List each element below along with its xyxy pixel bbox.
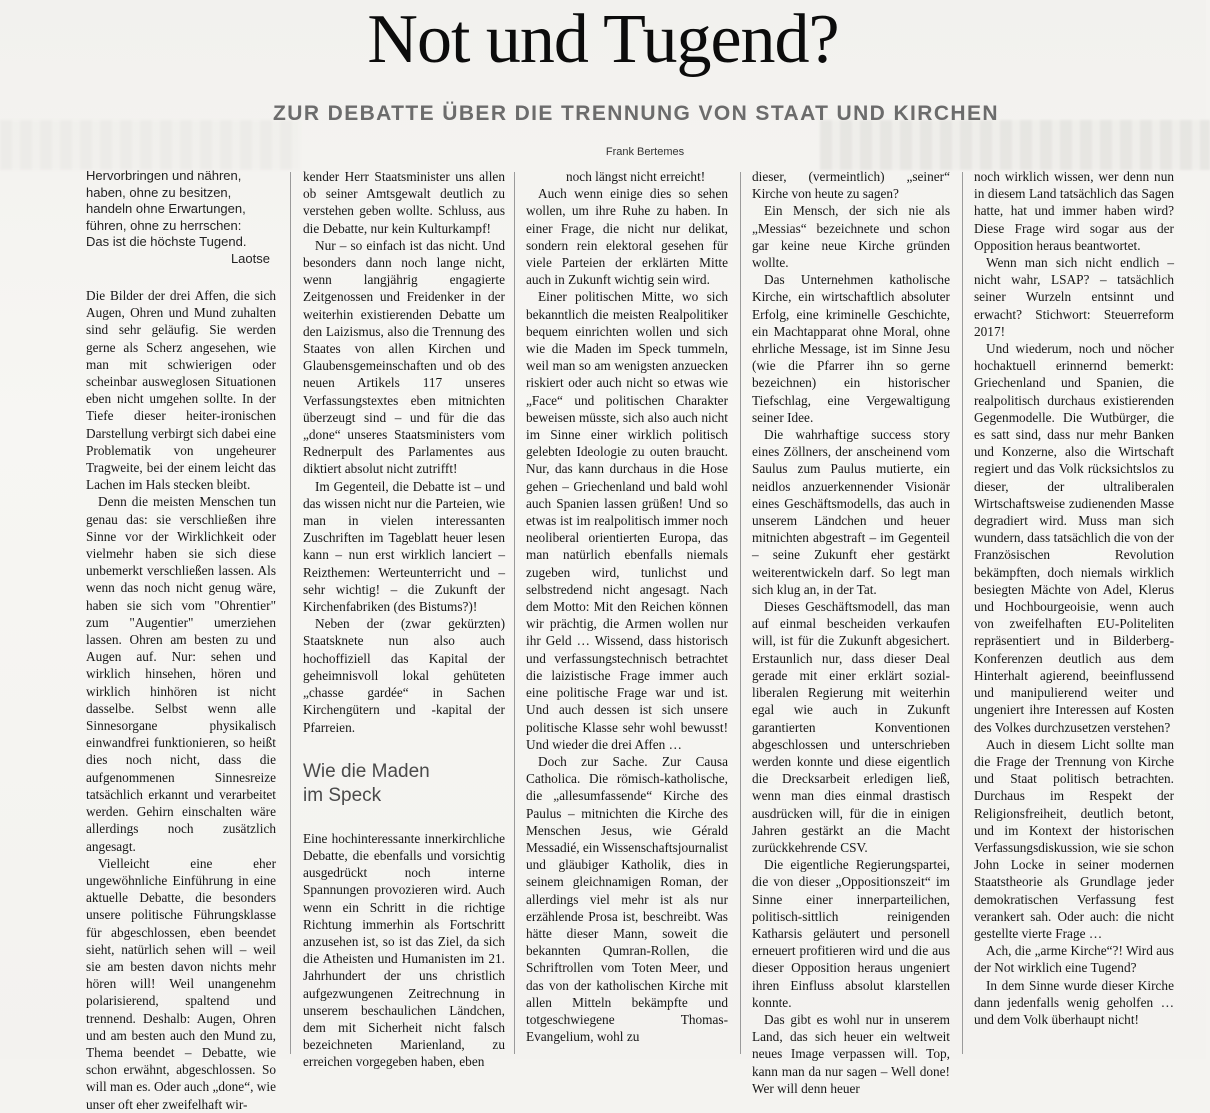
- paragraph: Ein Mensch, der sich nie als „Messias“ bezeichnete und schon gar keine neue Kirche gründen wollte.: [752, 203, 950, 271]
- article-title: Not und Tugend?: [367, 1, 839, 78]
- paragraph: kender Herr Staatsminister uns allen ob seiner Amtsgewalt deutlich zu verstehen geben wollte. Schluss, aus die Debatte, nur kein Kulturkampf!: [303, 169, 505, 236]
- column-3: [526, 168, 728, 1054]
- paragraph: Denn die meisten Menschen tun genau das: sie verschließen ihre Sinne vor der Wirklichkeit oder vielmehr haben sie sich diese unbemerkt verschließen lassen. Als wenn das noch nicht genug wäre, haben sie sich vom "Ohrentier" zum "Augentier" umerziehen lassen. Ohren am besten zu und Augen auf. Nur: sehen und wirklich hinsehen, hören und wirklich hinhören ist nicht dasselbe. Selbst wenn alle Sinnesorgane physikalisch einwandfrei funktionieren, so heißt dies noch nicht, dass die aufgenommenen Sinnesreize tatsächlich erkannt und verarbeitet werden. Gehirn einschalten wäre allerdings noch zusätzlich angesagt.: [86, 494, 276, 854]
- paragraph: dieser, (vermeintlich) „seiner“ Kirche von heute zu sagen?: [752, 169, 950, 202]
- paragraph: Einer politischen Mitte, wo sich bekanntlich die meisten Realpolitiker bequem einrichten wollen und sich wie die Maden im Speck tummeln, weil man so am wenigsten anzuecken riskiert oder auch nicht so etwas wie „Face“ und politischen Charakter beweisen müsste, sich also auch nicht im Sinne einer wirklich politisch gelebten Ideologie zu outen braucht. Nur, das kann durchaus in die Hose gehen – Griechenland und bald wohl auch Spanien lassen grüßen! Und so etwas ist im realpolitisch immer noch neoliberal orientierten Europa, das man natürlich ebenfalls niemals zugeben wird, tunlichst und selbstredend nicht angesagt. Nach dem Motto: Mit den Reichen können wir prächtig, die Armen wollen nur ihr Geld … Wissend, dass historisch und verfassungstechnisch betrachtet die laizistische Frage immer auch eine politische Frage war und ist. Und auch dessen ist sich unsere politische Klasse sehr wohl bewusst! Und wieder die drei Affen …: [526, 289, 728, 752]
- motto-line: haben, ohne zu besitzen,: [86, 184, 232, 200]
- author-byline: Frank Bertemes: [605, 146, 685, 158]
- paragraph: Eine hochinteressante innerkirchliche Debatte, die ebenfalls und vorsichtig ausgedrückt noch interne Spannungen provozieren wird. Auch wenn ein Schritt in die richtige Richtung immerhin als Fortschritt anzusehen ist, so ist das Ziel, da sich die Atheisten und Humanisten im 21. Jahrhundert der uns christlich aufgezwungenen Zeitrechnung in unserem beschaulichen Ländchen, dem mit Sicherheit nicht falsch bezeichneten Marienland, zu erreichen vorgegeben haben, eben: [303, 830, 505, 1070]
- column-rule: [962, 172, 963, 1054]
- subheading-line: Wie die Maden: [303, 760, 430, 782]
- paragraph: Und wiederum, noch und nöcher hochaktuell erinnernd bemerkt: Griechenland und Spanien, die realpolitisch durchaus existierenden Gegenmodelle. Die Wutbürger, die es satt sind, dass nur mehr Banken und Konzerne, also die Wirtschaft regiert und das Volk rücksichtslos zu dieser, der ultraliberalen Wirtschaftsweise zudienenden Masse degradiert wird. Muss man sich wundern, dass tatsächlich die von der Französischen Revolution bekämpften, doch niemals wirklich besiegten Mächte von Adel, Klerus und Hochbourgeoisie, wenn auch von zweifelhaften EU-Politeliten repräsentiert und in Bilderberg-Konferenzen deutlich aus dem Hinterhalt agierend, beeinflussend und manipulierend weiter und ungeniert ihre Interessen auf Kosten des Volkes durchzusetzen verstehen?: [974, 341, 1174, 735]
- paragraph: Nur – so einfach ist das nicht. Und besonders dann noch lange nicht, wenn langjährig engagierte Zeitgenossen und Freidenker in der weiterhin existierenden Debatte um den Laizismus, also die Trennung des Staates von allen Kirchen und Glaubensgemeinschaften und ob des neuen Artikels 117 unseres Verfassungstextes eben mitnichten überzeugt sind – und für die das „done“ unseres Staatsministers vom Rednerpult des Parlamentes aus diktiert absolut nicht zutrifft!: [303, 237, 505, 477]
- column-2: [303, 168, 505, 1070]
- paragraph: Wenn man sich nicht endlich – nicht wahr, LSAP? – tatsächlich seiner Wurzeln entsinnt und erwacht? Stichwort: Steuerreform 2017!: [974, 255, 1174, 339]
- motto-line: handeln ohne Erwartungen,: [86, 201, 246, 216]
- paragraph: Auch wenn einige dies so sehen wollen, um ihre Ruhe zu haben. In einer Frage, die nicht nur delikat, sondern rein elektoral gesehen für viele Parteien der erklärten Mitte auch in Zukunft wichtig sein wird.: [526, 186, 728, 288]
- paragraph: Die Bilder der drei Affen, die sich Augen, Ohren und Mund zuhalten sind sehr geläufig. Sie werden gerne als Scherz angesehen, wie man mit schwierigen oder scheinbar ausweglosen Situationen eben nicht umgehen sollte. In der Tiefe dieser heiter-ironischen Darstellung verbirgt sich dabei eine Problematik von ungeheurer Tragweite, bei der einem leicht das Lachen im Hals stecken bleibt.: [86, 288, 276, 493]
- paragraph: Dieses Geschäftsmodell, das man auf einmal bescheiden verkaufen will, ist für die Zukunft abgesichert. Erstaunlich nur, dass dieser Deal gerade mit einer erklärt sozial-liberalen Regierung mit weiterhin egal wie auch in Zukunft garantierten Konventionen abgeschlossen und unterschrieben werden konnte und diese eigentlich die Drecksarbeit erledigen ließ, wenn man dies einmal drastisch ausdrücken will, für die in einigen Jahren gestärkt an die Macht zurückkehrende CSV.: [752, 599, 950, 855]
- paragraph: Neben der (zwar gekürzten) Staatsknete nun also auch hochoffiziell das Kapital der geheimnisvoll lokal gehüteten „chasse gardée“ in Sachen Kirchengütern und -kapital der Pfarreien.: [303, 616, 505, 735]
- paragraph: Doch zur Sache. Zur Causa Catholica. Die römisch-katholische, die „allesumfassende“ Kirche des Paulus – mitnichten die Kirche des Menschen Jesus, wie Gérald Messadié, ein Wissenschaftsjournalist und gläubiger Katholik, dies in seinem gleichnamigen Roman, der allerdings viel mehr ist als nur erzählende Prosa ist, beschreibt. Was hätte dieser Mann, soweit die bekannten Qumran-Rollen, die Schriftrollen vom Toten Meer, und das von der katholischen Kirche mit allen Mitteln bekämpfte und totgeschwiegene Thomas-Evangelium, wohl zu: [526, 753, 728, 1045]
- motto-line: Das ist die höchste Tugend.: [86, 234, 247, 249]
- subheading-line: im Speck: [303, 784, 382, 806]
- article-subtitle: ZUR DEBATTE ÜBER DIE TRENNUNG VON STAAT UND KIRCHEN: [273, 102, 999, 125]
- paragraph: noch wirklich wissen, wer denn nun in diesem Land tatsächlich das Sagen hatte, hat und immer haben wird? Diese Frage wird sogar aus der Opposition heraus beantwortet.: [974, 169, 1174, 253]
- paragraph: Das gibt es wohl nur in unserem Land, das sich heuer ein weltweit neues Image verpassen will. Top, kann man da nur sagen – Well done! Wer will denn heuer: [752, 1011, 950, 1096]
- paragraph: Im Gegenteil, die Debatte ist – und das wissen nicht nur die Parteien, wie man in vielen interessanten Zuschriften im Tageblatt heuer lesen kann – nun erst wirklich lanciert – Reizthemen: Werteunterricht und – sehr wichtig! – die Zukunft der Kirchenfabriken (des Bistums?)!: [303, 478, 505, 615]
- column-5: [974, 168, 1174, 1054]
- motto-line: Hervorbringen und nähren,: [86, 168, 242, 183]
- column-rule: [514, 172, 515, 1054]
- paragraph: noch längst nicht erreicht!: [566, 169, 706, 184]
- paragraph: Auch in diesem Licht sollte man die Frage der Trennung von Kirche und Staat politisch betrachten. Durchaus im Respekt der Religionsfreiheit, deutlich betont, und im Kontext der historischen Verfassungsdiskussion, wie sie schon John Locke in seiner modernen Staatstheorie als Grundlage jeder demokratischen Verfassung fest verankert sah. Oder auch: die nicht gestellte vierte Frage …: [974, 736, 1174, 941]
- motto-attribution: Laotse: [230, 250, 270, 266]
- column-1: [86, 168, 276, 1112]
- motto: [86, 168, 276, 267]
- paragraph: Die wahrhaftige success story eines Zöllners, der anscheinend vom Saulus zum Paulus mutierte, ein neidlos anzuerkennender Visionär eines Geschäftsmodells, das auch in unserem Ländchen und heuer mitnichten abgestraft – im Gegenteil – seine Zukunft eher gestärkt weiterentwickeln darf. So legt man sich klug an, in der Tat.: [752, 427, 950, 597]
- subheading: [303, 760, 505, 808]
- paragraph: In dem Sinne wurde dieser Kirche dann jedenfalls wenig geholfen … und dem Volk überhaupt nicht!: [974, 977, 1174, 1027]
- column-rule: [290, 172, 291, 1054]
- column-4: [752, 168, 950, 1096]
- paragraph: Die eigentliche Regierungspartei, die von dieser „Oppositionszeit“ im Sinne einer innerparteilichen, politisch-sittlich reinigenden Katharsis geläutert und personell erneuert profitieren wird und die aus dieser Opposition heraus ungeniert ihren Einfluss absolut klarstellen konnte.: [752, 857, 950, 1010]
- paragraph: Ach, die „arme Kirche“?! Wird aus der Not wirklich eine Tugend?: [974, 943, 1174, 976]
- paragraph: Vielleicht eine eher ungewöhnliche Einführung in eine aktuelle Debatte, die besonders unsere politische Führungsklasse für abgeschlossen, eben beendet sieht, natürlich sehen will – weil sie am besten davon nichts mehr hören will! Weil unangenehm polarisierend, spaltend und trennend. Deshalb: Augen, Ohren und am besten auch den Mund zu, Thema beendet – Debatte, wie schon erwähnt, abgeschlossen. So will man es. Oder auch „done“, wie unser oft eher zweifelhaft wir-: [86, 855, 276, 1112]
- motto-line: führen, ohne zu herrschen:: [86, 217, 242, 233]
- paragraph: Das Unternehmen katholische Kirche, ein wirtschaftlich absoluter Erfolg, eine kriminelle Geschichte, ein Machtapparat ohne Moral, ohne ehrliche Message, ist im Sinne Jesu (wie die Pfarrer ihn so gerne bezeichnen) ein historischer Tiefschlag, eine Vergewaltigung seiner Idee.: [752, 272, 950, 425]
- column-rule: [740, 172, 741, 1054]
